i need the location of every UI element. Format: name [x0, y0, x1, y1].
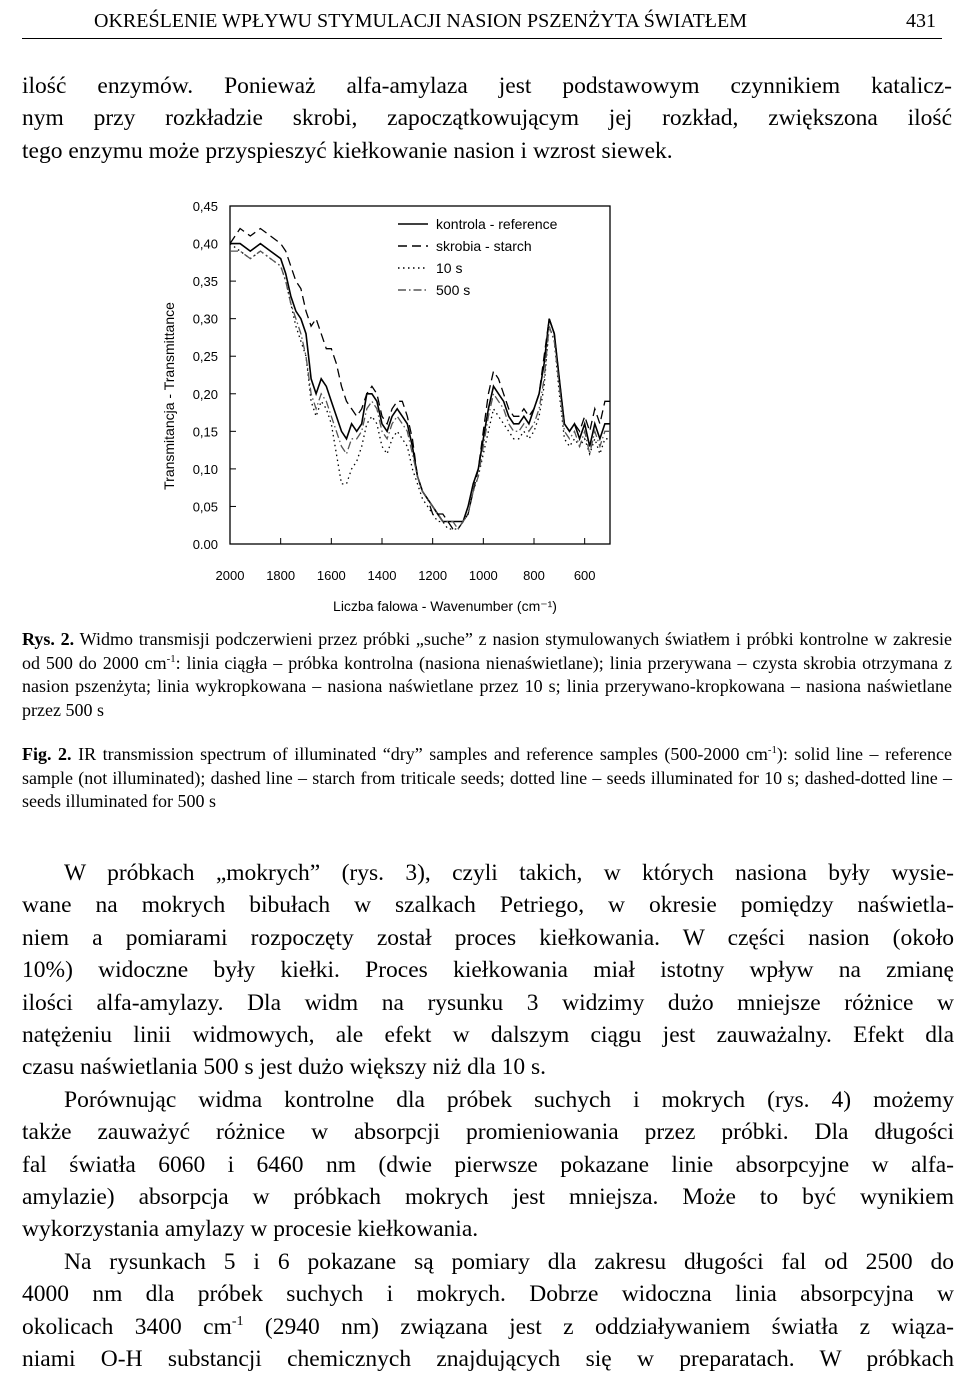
text-line: fal światła 6060 i 6460 nm (dwie pierwsze pokazane linie absorpcyjne w alfa-: [22, 1151, 954, 1178]
legend-label: 10 s: [436, 260, 463, 276]
y-tick-label: 0,45: [192, 199, 218, 214]
y-tick-label: 0,30: [192, 311, 218, 327]
series-line: [230, 251, 610, 529]
x-tick-label: 1200: [418, 568, 448, 583]
y-tick-label: 0,40: [192, 236, 218, 252]
y-tick-label: 0,35: [192, 274, 218, 290]
text-line: ilość enzymów. Ponieważ alfa-amylaza jest podstawowym czynnikiem katalicz-: [22, 73, 952, 99]
caption-label: Fig. 2.: [22, 744, 72, 764]
text-line: 4000 nm dla próbek suchych i mokrych. Dobrze widoczna linia absorpcyjna w: [22, 1281, 954, 1308]
y-tick-label: 0,15: [192, 424, 218, 440]
caption-sup: -1: [166, 652, 176, 665]
legend-label: kontrola - reference: [436, 216, 558, 232]
text-line: natężeniu linii widmowych, ale efekt w dalszym ciągu jest zauważalny. Efekt dla: [22, 1022, 954, 1049]
intro-paragraph: [22, 70, 952, 167]
text-line: nym przy rozkładzie skrobi, zapoczątkowującym jej rozkład, zwiększona ilość: [22, 105, 952, 132]
x-tick-label: 1000: [468, 568, 498, 583]
y-tick-label: 0,05: [192, 499, 218, 515]
x-axis: [216, 538, 596, 583]
text-fragment: okolicach 3400 cm: [22, 1313, 232, 1340]
text-line: niem a pomiarami rozpoczęty został proces kiełkowania. W części nasion (około: [22, 924, 954, 951]
text-line: amylazie) absorpcja w próbkach mokrych jest mniejsza. Może to być wynikiem: [22, 1184, 954, 1211]
ir-spectrum-chart: [150, 196, 630, 626]
body-text: [22, 857, 954, 1376]
caption-text: ): solid line – reference sample (not illuminated); dashed line – starch from triticale seeds; dotted line – seeds illuminated for 10 s; dashed-dotted line – seeds illuminated for 500 s: [22, 744, 953, 812]
text-line: Porównując widma kontrolne dla próbek suchych i mokrych (rys. 4) możemy: [64, 1086, 954, 1113]
figure-caption-pl: [22, 628, 952, 722]
caption-text: : linia ciągła – próbka kontrolna (nasiona nienaświetlane); linia przerywana – czysta skrobia otrzymana z nasion pszenżyta; linia wykropkowana – nasiona naświetlane przez 10 s; linia przerywano-kropkowana – nasiona naświetlane przez 500 s: [22, 652, 952, 720]
page-number: 431: [906, 10, 936, 32]
x-tick-label: 1400: [367, 568, 397, 583]
text-line: wykorzystania amylazy w procesie kiełkowania.: [22, 1216, 479, 1243]
legend-label: 500 s: [436, 282, 471, 298]
legend: [398, 216, 558, 298]
x-tick-label: 1600: [316, 568, 346, 583]
y-tick-label: 0,25: [192, 349, 218, 365]
text-line: 10%) widoczne były kiełki. Proces kiełkowania miał istotny wpływ na zmianę: [22, 957, 954, 984]
x-axis-label: Liczba falowa - Wavenumber (cm⁻¹): [333, 598, 557, 614]
text-line: Na rysunkach 5 i 6 pokazane są pomiary dla zakresu długości fal od 2500 do: [64, 1248, 954, 1275]
text-line: W próbkach „mokrych” (rys. 3), czyli takich, w których nasiona były wysie-: [64, 860, 954, 886]
caption-text: IR transmission spectrum of illuminated “dry” samples and reference samples (500-2000 cm: [78, 744, 768, 764]
caption-sup: -1: [767, 744, 777, 756]
y-tick-label: 0,10: [192, 461, 218, 477]
text-line: także zauważyć różnice w absorpcji promieniowania przez próbki. Dla długości: [22, 1119, 954, 1146]
text-line: [22, 1311, 954, 1343]
text-fragment: (2940 nm) związana jest z oddziaływaniem światła z wiąza-: [243, 1313, 954, 1340]
y-tick-label: 0.00: [192, 537, 218, 552]
caption-label: Rys. 2.: [22, 629, 75, 649]
running-header: [22, 6, 942, 39]
text-line: wane na mokrych bibułach w szalkach Petriego, w okresie pomiędzy naświetla-: [22, 892, 954, 919]
x-tick-label: 800: [523, 568, 545, 583]
x-tick-label: 1800: [266, 568, 296, 583]
text-line: tego enzymu może przyspieszyć kiełkowanie nasion i wzrost siewek.: [22, 137, 673, 164]
x-tick-label: 600: [573, 568, 596, 583]
text-line: niami O-H substancji chemicznych znajdujących się w preparatach. W próbkach: [22, 1346, 954, 1373]
series-group: [230, 229, 610, 530]
text-sup: -1: [231, 1312, 244, 1329]
running-title: OKREŚLENIE WPŁYWU STYMULACJI NASION PSZENŻYTA ŚWIATŁEM: [94, 10, 748, 32]
legend-label: skrobia - starch: [436, 238, 532, 254]
figure-caption-en: [22, 743, 952, 814]
x-tick-label: 2000: [215, 568, 245, 583]
caption-text: Widmo transmisji podczerwieni przez próbki „suche” z nasion stymulowanych światłem i próbki kontrolne w zakresie od 500 do 2000 cm: [22, 629, 952, 673]
series-line: [230, 229, 610, 530]
text-line: ilości alfa-amylazy. Dla widm na rysunku 3 widzimy dużo mniejsze różnice w: [22, 989, 954, 1016]
y-tick-label: 0,20: [192, 386, 218, 402]
y-axis-label: Transmitancja - Transmittance: [161, 302, 177, 490]
text-line: czasu naświetlania 500 s jest dużo większy niż dla 10 s.: [22, 1054, 547, 1081]
